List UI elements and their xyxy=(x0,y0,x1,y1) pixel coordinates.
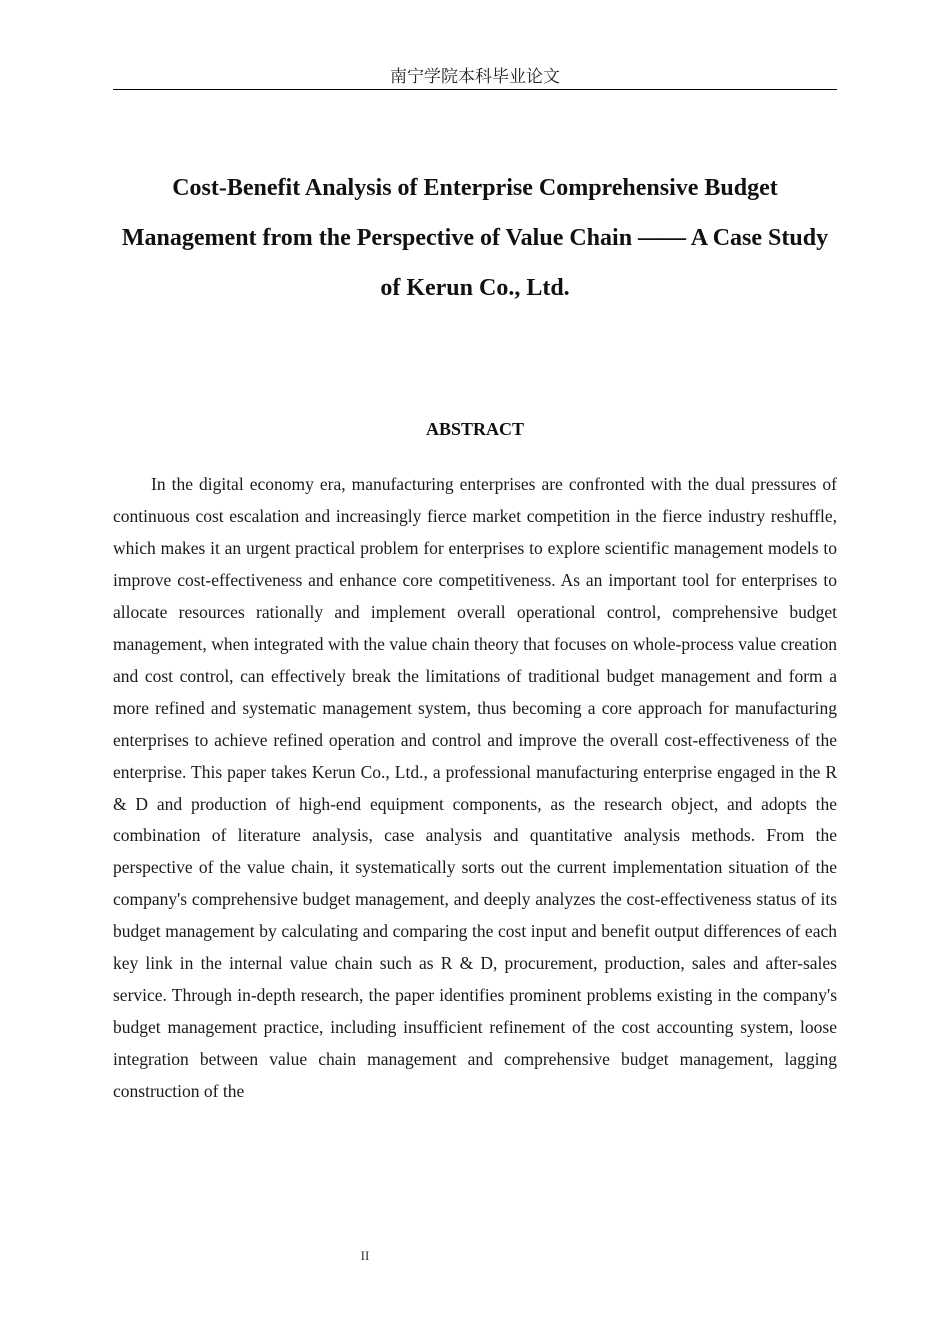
abstract-heading: ABSTRACT xyxy=(425,419,525,439)
paper-title: Cost-Benefit Analysis of Enterprise Comprehensive Budget Management from the Perspective of Value Chain —— A Case Study of Kerun Co., Ltd. xyxy=(121,175,829,301)
page-number: II xyxy=(360,1248,370,1263)
abstract-body: In the digital economy era, manufacturing enterprises are confronted with the dual pressures of continuous cost escalation and increasingly fierce market competition in the fierce industry reshuffle, which makes it an urgent practical problem for enterprises to explore scientific management models to improve cost-effectiveness and enhance core competitiveness. As an important tool for enterprises to allocate resources rationally and implement overall operational control, comprehensive budget management, when integrated with the value chain theory that focuses on whole-process value creation and cost control, can effectively break the limitations of traditional budget management and form a more refined and systematic management system, thus becoming a core approach for manufacturing enterprises to achieve refined operation and control and improve the overall cost-effectiveness of the enterprise. This paper takes Kerun Co., Ltd., a professional manufacturing enterprise engaged in the R & D and production of high-end equipment components, as the research object, and adopts the combination of literature analysis, case analysis and quantitative analysis methods. From the perspective of the value chain, it systematically sorts out the current implementation situation of the company's comprehensive budget management, and deeply analyzes the cost-effectiveness status of its budget management by calculating and comparing the cost input and benefit output differences of each key link in the internal value chain such as R & D, procurement, production, sales and after-sales service. Through in-depth research, the paper identifies prominent problems existing in the company's budget management practice, including insufficient refinement of the cost accounting system, loose integration between value chain management and comprehensive budget management, lagging construction of the xyxy=(113,474,837,1102)
running-header: 南宁学院本科毕业论文 xyxy=(390,67,560,87)
header-rule xyxy=(113,89,837,90)
